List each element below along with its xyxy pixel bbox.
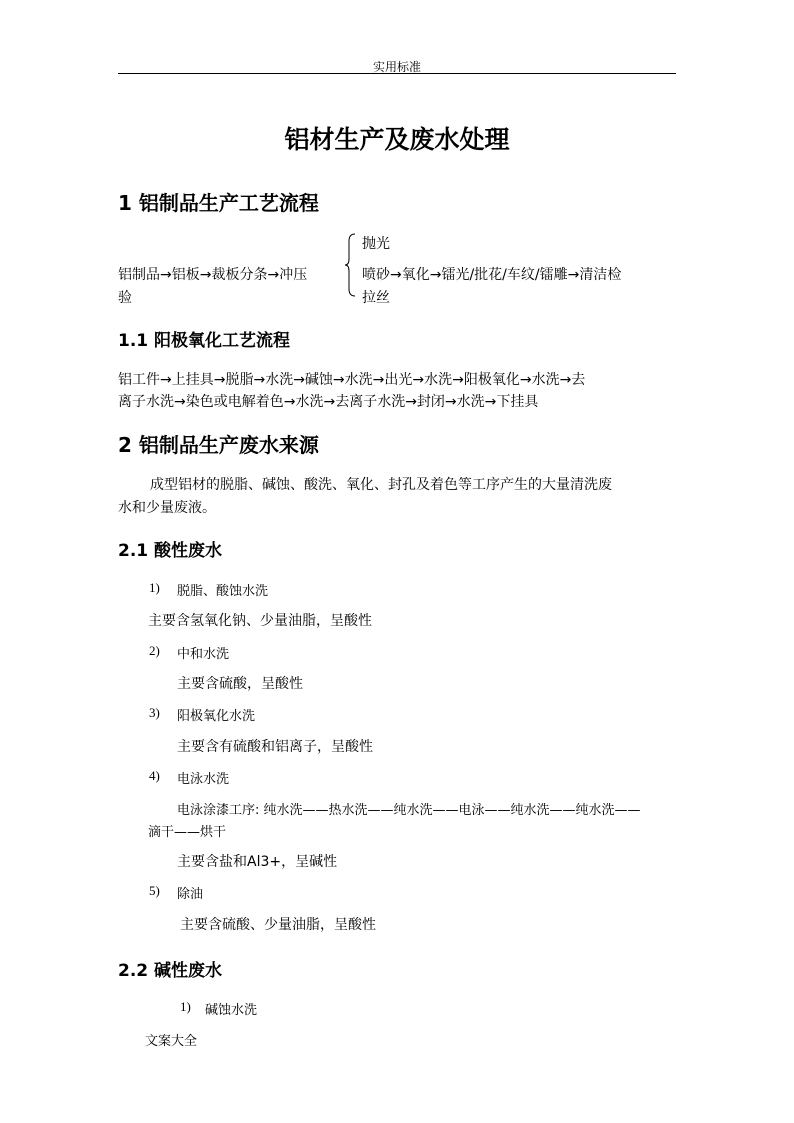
section-1-1-heading: 1.1 阳极氧化工艺流程 (118, 331, 291, 351)
page-footer: 文案大全 (145, 1034, 198, 1049)
list-item-label: 脱脂、酸蚀水洗 (177, 584, 269, 599)
list-item-desc: 主要含硫酸，呈酸性 (177, 676, 303, 692)
section-1-heading: 1 铝制品生产工艺流程 (118, 191, 319, 215)
section-2-para-line-2: 水和少量废液。 (118, 500, 216, 516)
list-item-number: 3) (149, 705, 160, 720)
list-item-desc: 主要含有硫酸和铝离子，呈酸性 (177, 739, 373, 755)
list-item-label: 碱蚀水洗 (205, 1003, 258, 1018)
flow-right-text: 喷砂→氧化→镭光/批花/车纹/镭雕→清洁检 (362, 267, 622, 283)
list-item-label: 电泳水洗 (177, 772, 230, 787)
list-item-desc: 主要含氢氧化钠、少量油脂，呈酸性 (148, 613, 372, 629)
list-item-label: 中和水洗 (177, 647, 230, 662)
list-item-number: 4) (149, 768, 160, 783)
list-item-number: 5) (149, 883, 160, 898)
list-item-number: 2) (149, 643, 160, 658)
list-item-number: 1) (149, 580, 160, 595)
document-title: 铝材生产及废水处理 (284, 125, 510, 154)
flow-branch-polish: 抛光 (362, 236, 390, 252)
electrophoresis-process-line-2: 滴干——烘干 (148, 825, 227, 840)
flow-wrap-text: 验 (118, 290, 132, 306)
anodize-flow-line-2: 离子水洗→染色或电解着色→水洗→去离子水洗→封闭→水洗→下挂具 (118, 394, 539, 410)
list-item-label: 除油 (177, 887, 204, 902)
header-rule (118, 73, 676, 74)
list-item-desc: 主要含盐和Al3+，呈碱性 (177, 854, 338, 870)
section-2-para-line-1: 成型铝材的脱脂、碱蚀、酸洗、氧化、封孔及着色等工序产生的大量清洗废 (150, 477, 612, 493)
page-header: 实用标准 (372, 60, 421, 74)
section-2-2-heading: 2.2 碱性废水 (118, 961, 223, 981)
list-item-desc: 主要含硫酸、少量油脂，呈酸性 (180, 917, 376, 933)
list-item-number: 1) (180, 999, 191, 1014)
section-2-1-heading: 2.1 酸性废水 (118, 541, 223, 561)
anodize-flow-line-1: 铝工件→上挂具→脱脂→水洗→碱蚀→水洗→出光→水洗→阳极氧化→水洗→去 (118, 372, 586, 388)
section-2-heading: 2 铝制品生产废水来源 (118, 433, 319, 457)
flow-left-text: 铝制品→铝板→裁板分条→冲压 (118, 267, 308, 283)
flow-branch-brush: 拉丝 (362, 290, 390, 306)
electrophoresis-process-line-1: 电泳涂漆工序: 纯水洗——热水洗——纯水洗——电泳——纯水洗——纯水洗—— (177, 803, 641, 818)
flow-brace (344, 233, 356, 297)
list-item-label: 阳极氧化水洗 (177, 709, 256, 724)
